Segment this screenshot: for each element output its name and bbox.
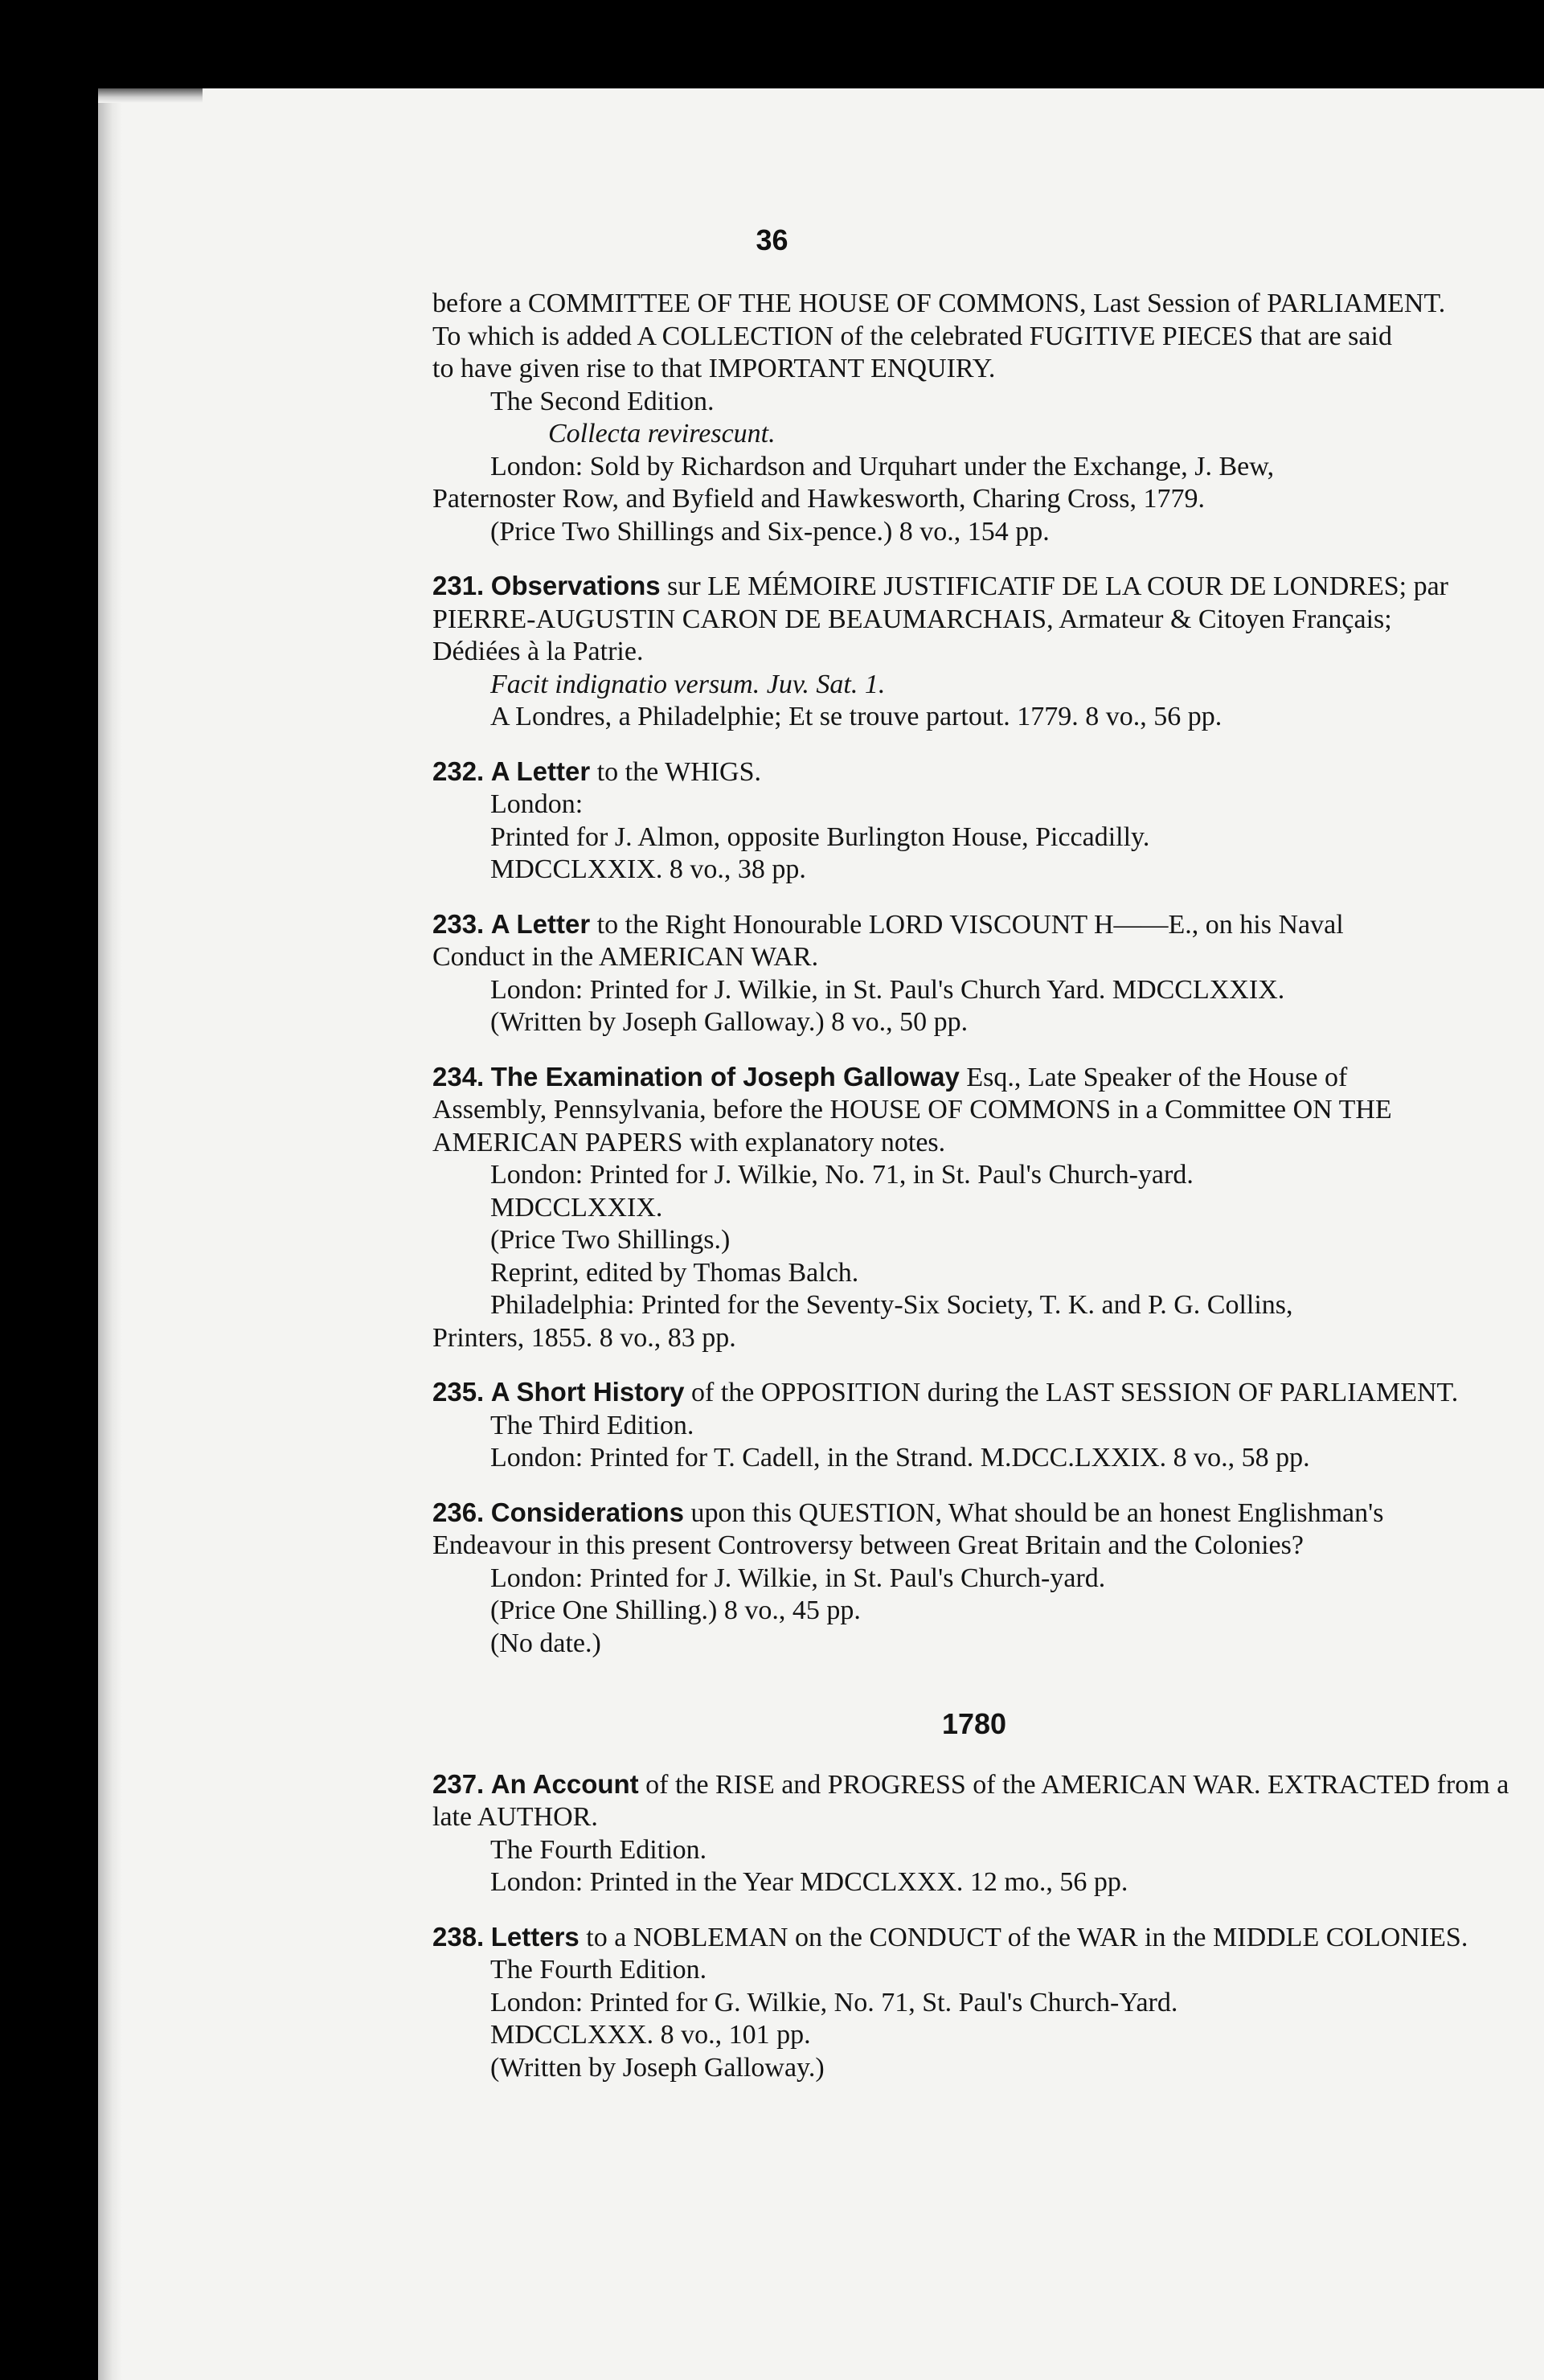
- text-line: (Written by Joseph Galloway.): [490, 2052, 825, 2083]
- text-line: to the WHIGS.: [596, 756, 762, 787]
- entry-heading-line: [432, 1768, 1516, 1802]
- text-line: before a COMMITTEE OF THE HOUSE OF COMMONS, Last Session of PARLIAMENT.: [432, 289, 1446, 318]
- text-line: MDCCLXXIX. 8 vo., 38 pp.: [490, 854, 806, 884]
- bibliography-text: [432, 288, 1516, 2084]
- entry-heading-line: [432, 1376, 1516, 1410]
- entry-heading-line: [432, 1497, 1516, 1530]
- text-line: PIERRE-AUGUSTIN CARON DE BEAUMARCHAIS, Armateur & Citoyen Français;: [432, 604, 1392, 634]
- text-line: To which is added A COLLECTION of the celebrated FUGITIVE PIECES that are said: [432, 321, 1392, 351]
- text-line: upon this QUESTION, What should be an honest Englishman's: [690, 1497, 1384, 1528]
- entry-237: [432, 1768, 1516, 1899]
- text-line: London: Printed for G. Wilkie, No. 71, St. Paul's Church-Yard.: [490, 1987, 1178, 2017]
- page-edge-shadow: [98, 88, 122, 2380]
- entry-heading-line: [432, 570, 1516, 604]
- entry-keyword: A Letter: [490, 908, 591, 939]
- text-line: London: Printed for J. Wilkie, in St. Paul's Church Yard. MDCCLXXIX.: [490, 974, 1285, 1005]
- text-line: London:: [490, 789, 584, 819]
- text-line: (Price Two Shillings.): [490, 1225, 731, 1255]
- text-line: The Third Edition.: [490, 1410, 694, 1440]
- entry-233: [432, 908, 1516, 1039]
- page-corner-shadow: [98, 88, 203, 103]
- text-line: of the OPPOSITION during the LAST SESSION OF PARLIAMENT.: [691, 1378, 1459, 1407]
- entry-number: 233.: [432, 908, 485, 939]
- entry-keyword: Considerations: [490, 1497, 684, 1527]
- text-line: London: Printed for T. Cadell, in the Strand. M.DCC.LXXIX. 8 vo., 58 pp.: [490, 1443, 1310, 1473]
- entry-heading-line: [432, 908, 1516, 942]
- text-line: to a NOBLEMAN on the CONDUCT of the WAR in the MIDDLE COLONIES.: [586, 1922, 1468, 1952]
- entry-heading-line: [432, 1061, 1516, 1095]
- entry-234: [432, 1061, 1516, 1355]
- entry-number: 235.: [432, 1377, 485, 1407]
- entry-number: 232.: [432, 756, 485, 786]
- text-line: (No date.): [490, 1628, 601, 1658]
- text-line: Philadelphia: Printed for the Seventy-Six Society, T. K. and P. G. Collins,: [490, 1290, 1293, 1320]
- text-line: The Fourth Edition.: [490, 1955, 707, 1985]
- entry-number: 231.: [432, 571, 485, 600]
- entry-number: 238.: [432, 1921, 485, 1952]
- entry-235: [432, 1376, 1516, 1475]
- page-number: 36: [756, 223, 788, 256]
- text-line: Facit indignatio versum. Juv. Sat. 1.: [490, 669, 886, 699]
- entry-231: [432, 570, 1516, 734]
- text-line: Printers, 1855. 8 vo., 83 pp.: [432, 1322, 736, 1353]
- text-line: London: Sold by Richardson and Urquhart under the Exchange, J. Bew,: [490, 451, 1275, 481]
- text-line: Endeavour in this present Controversy between Great Britain and the Colonies?: [432, 1530, 1304, 1560]
- text-line: of the RISE and PROGRESS of the AMERICAN WAR. EXTRACTED from a: [645, 1769, 1509, 1800]
- year-heading: 1780: [941, 1707, 1007, 1740]
- text-line: The Second Edition.: [490, 386, 715, 416]
- text-line: Dédiées à la Patrie.: [432, 637, 644, 666]
- entry-number: 237.: [432, 1768, 485, 1799]
- text-line: Assembly, Pennsylvania, before the HOUSE OF COMMONS in a Committee ON THE: [432, 1095, 1392, 1124]
- entry-number: 234.: [432, 1061, 485, 1092]
- entry-continuation: [432, 288, 1516, 548]
- text-line: AMERICAN PAPERS with explanatory notes.: [432, 1127, 946, 1157]
- text-line: London: Printed in the Year MDCCLXXX. 12 mo., 56 pp.: [490, 1867, 1128, 1897]
- text-line: Printed for J. Almon, opposite Burlington House, Piccadilly.: [490, 821, 1150, 852]
- entry-232: [432, 756, 1516, 887]
- entry-238: [432, 1921, 1516, 2085]
- entry-keyword: Letters: [490, 1921, 580, 1952]
- entry-keyword: An Account: [490, 1768, 639, 1799]
- text-line: (Price One Shilling.) 8 vo., 45 pp.: [490, 1596, 861, 1625]
- entry-236: [432, 1497, 1516, 1661]
- entry-keyword: A Short History: [490, 1377, 685, 1407]
- text-line: Esq., Late Speaker of the House of: [966, 1062, 1348, 1092]
- text-line: to have given rise to that IMPORTANT ENQUIRY.: [432, 354, 996, 383]
- text-line: A Londres, a Philadelphie; Et se trouve partout. 1779. 8 vo., 56 pp.: [490, 702, 1223, 731]
- text-line: to the Right Honourable LORD VISCOUNT H——E., on his Naval: [596, 909, 1344, 940]
- text-line: London: Printed for J. Wilkie, in St. Paul's Church-yard.: [490, 1563, 1106, 1593]
- entry-number: 236.: [432, 1497, 485, 1527]
- entry-keyword: The Examination of Joseph Galloway: [490, 1061, 960, 1092]
- entry-heading-line: [432, 756, 1516, 789]
- text-line: MDCCLXXIX.: [490, 1192, 663, 1223]
- text-line: London: Printed for J. Wilkie, No. 71, in St. Paul's Church-yard.: [490, 1160, 1194, 1190]
- text-line: Paternoster Row, and Byfield and Hawkesworth, Charing Cross, 1779.: [432, 484, 1205, 514]
- text-line: MDCCLXXX. 8 vo., 101 pp.: [490, 2020, 811, 2050]
- entry-keyword: Observations: [490, 571, 661, 600]
- text-line: Conduct in the AMERICAN WAR.: [432, 942, 819, 972]
- entry-heading-line: [432, 1921, 1516, 1955]
- text-line: sur LE MÉMOIRE JUSTIFICATIF DE LA COUR DE LONDRES; par: [667, 571, 1448, 601]
- text-line: Reprint, edited by Thomas Balch.: [490, 1257, 859, 1288]
- text-line: (Price Two Shillings and Six-pence.) 8 vo., 154 pp.: [490, 516, 1050, 547]
- text-line: Collecta revirescunt.: [548, 419, 776, 449]
- entry-keyword: A Letter: [490, 756, 591, 786]
- text-line: late AUTHOR.: [432, 1802, 598, 1832]
- text-line: (Written by Joseph Galloway.) 8 vo., 50 pp.: [490, 1007, 969, 1037]
- text-line: The Fourth Edition.: [490, 1834, 707, 1865]
